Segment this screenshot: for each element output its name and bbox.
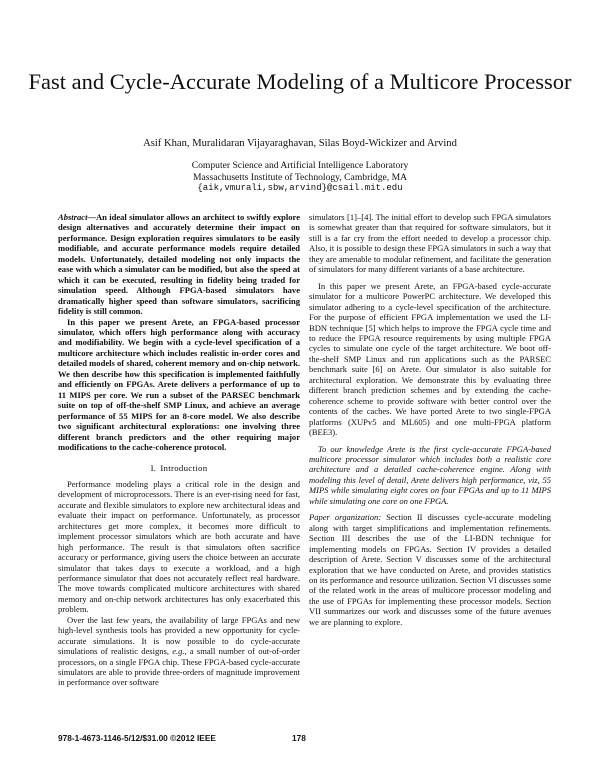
footer-page-number: 178 <box>292 733 306 743</box>
abstract-paragraph-2: In this paper we present Arete, an FPGA-based processor simulator, which offers high performance along with accuracy and modifiability. We begin with a cycle-level specification of a multicore architecture which includes realistic in-order cores and detailed models of shared, coherent memory and on-chip network. We then describe how this specification is implemented faithfully and efficiently on FPGAs. Arete delivers a performance of up to 11 MIPS per core. We run a subset of the PARSEC benchmark suite on top of off-the-shelf SMP Linux, and achieve an average performance of 55 MIPS for an 8-core model. We also describe two significant architectural explorations: one involving three different branch predictors and the other requiring major modifications to the cache-coherence protocol. <box>58 316 300 452</box>
intro-paragraph-2-text-b: , a small number of out-of-order processors, on a single FPGA chip. These FPGA-based cycle-accurate simulators are able to provide three-orders of magnitude improvement in performance over software <box>58 646 300 688</box>
abstract-label: Abstract <box>58 212 88 222</box>
paper-organization-text: Section II discusses cycle-accurate modeling along with target simplifications and implementation refinements. Section III describes the use of the LI-BDN technique for implementing models on FPGAs. Section IV provides a detailed description of Arete. Section V discusses some of the architectural exploration that we have conducted on Arete, and provides statistics on its performance and resource utilization. Section VI discusses some of the related work in the areas of multicore processor modeling and the use of FPGAs for implementing these processor models. Section VII summarizes our work and discusses some of the future avenues we are planning to explore. <box>309 512 552 627</box>
right-paragraph-3: To our knowledge Arete is the first cycle-accurate FPGA-based multicore processor simulator which includes both a realistic core architecture and a detailed cache-coherence engine. Along with modeling this level of detail, Arete delivers high performance, viz, 55 MIPS while simulating eight cores on four FPGAs and up to 11 MIPS while simulating one core on one FPGA. <box>309 443 551 506</box>
intro-paragraph-2-eg: e.g. <box>172 646 185 657</box>
affiliation-lab: Computer Science and Artificial Intelligence Laboratory <box>191 160 409 171</box>
paper-title: Fast and Cycle-Accurate Modeling of a Multicore Processor <box>28 69 572 94</box>
right-column <box>309 212 551 627</box>
section-title: Introduction <box>160 463 208 474</box>
section-number: I. <box>150 463 157 474</box>
footer-isbn: 978-1-4673-1146-5/12/$31.00 ©2012 IEEE <box>58 733 216 743</box>
affiliation-block <box>0 160 600 195</box>
section-heading-introduction <box>58 463 300 473</box>
author-email: {aik,vmurali,sbw,arvind}@csail.mit.edu <box>197 183 403 193</box>
paper-organization-label: Paper organization: <box>309 512 382 523</box>
intro-paragraph-2 <box>58 615 300 688</box>
intro-paragraph-1: Performance modeling plays a critical role in the design and development of microprocessors. There is an ever-rising need for fast, accurate and flexible simulators to explore new architectural ideas and evaluate their impact on performance. Unfortunately, as processor architectures get more complex, it becomes more difficult to implement processor simulators which are both accurate and have high performance. The result is that simulators often sacrifice accuracy or performance, giving users the choice between an accurate simulator that takes days to execute a workload, and a high performance simulator that does not accurately reflect real hardware. The move towards complicated multicore architectures with shared memory and on-chip network architectures has only exacerbated this problem. <box>58 478 300 615</box>
author-list: Asif Khan, Muralidaran Vijayaraghavan, Silas Boyd-Wickizer and Arvind <box>143 138 457 149</box>
right-paragraph-4 <box>309 512 551 627</box>
right-paragraph-1: simulators [1]–[4]. The initial effort to develop such FPGA simulators is somewhat greater than that required for software simulators, but it still is a far cry from the effort needed to develop a processor chip. Also, it is possible to design these FPGA simulators in such a way that they are amenable to modular refinement, and facilitate the generation of simulators for many different variants of a base architecture. <box>309 212 551 275</box>
right-paragraph-2: In this paper we present Arete, an FPGA-based cycle-accurate simulator for a multicore PowerPC architecture. We developed this simulator adhering to a cycle-level specification of the architecture. For the purpose of efficient FPGA implementation we used the LI-BDN technique [5] which helps to improve the FPGA cycle time and to reduce the FPGA resource requirements by using multiple FPGA cycles to simulate one cycle of the target architecture. We boot off-the-shelf SMP Linux and run applications such as the PARSEC benchmark suite [6] on Arete. Our simulator is also suitable for architectural exploration. We demonstrate this by evaluating three different branch prediction schemes and by extending the cache-coherence scheme to provide software with better control over the contents of the caches. We have ported Arete to two single-FPGA platforms (XUPv5 and ML605) and one multi-FPGA platform (BEE3). <box>309 280 551 438</box>
affiliation-institute: Massachusetts Institute of Technology, Cambridge, MA <box>192 171 408 183</box>
abstract-text-1: —An ideal simulator allows an architect to swiftly explore design alternatives and accurately determine their impact on performance. Design exploration requires simulators to be easily modifiable, and accurate performance models require detailed models. Unfortunately, detailed modeling not only impacts the ease with which a simulator can be modified, but also the speed at which it can be executed, resulting in fidelity being traded for simulation speed. Although FPGA-based simulators have dramatically higher speed than software simulators, sacrificing fidelity is still common. <box>58 212 300 317</box>
intro-paragraph-2-text-a: Over the last few years, the availability of large FPGAs and new high-level synthesis tools has provided a new opportunity for cycle-accurate simulations. It is now possible to do cycle-accurate simulations of realistic designs, <box>58 614 300 657</box>
abstract-paragraph-1 <box>58 212 300 317</box>
left-column <box>58 212 300 688</box>
